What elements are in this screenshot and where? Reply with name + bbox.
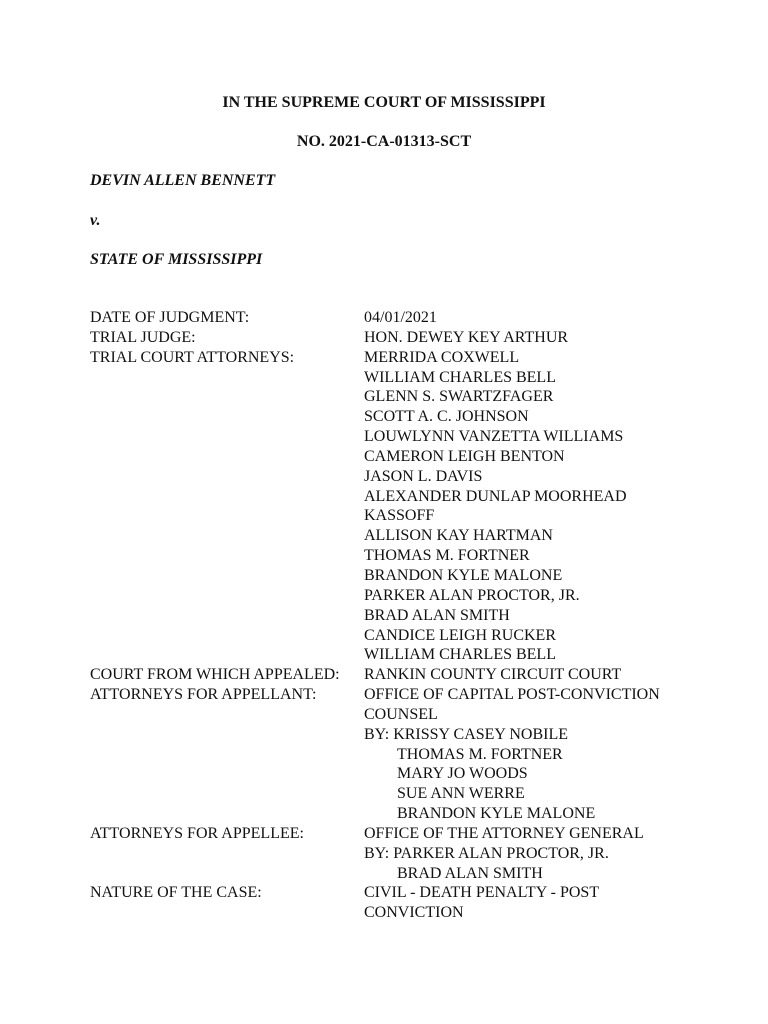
- appellee-name: STATE OF MISSISSIPPI: [90, 251, 263, 268]
- info-value-line: CONVICTION: [364, 904, 464, 922]
- info-value-line: RANKIN COUNTY CIRCUIT COURT: [364, 666, 622, 684]
- info-value-line: LOUWLYNN VANZETTA WILLIAMS: [364, 428, 624, 446]
- info-row: [90, 348, 710, 666]
- info-row: [90, 824, 710, 884]
- info-values: [364, 824, 710, 884]
- info-value-line: BY: KRISSY CASEY NOBILE: [364, 725, 569, 743]
- info-values: [364, 328, 710, 348]
- court-title: IN THE SUPREME COURT OF MISSISSIPPI: [222, 94, 546, 111]
- info-value-line: PARKER ALAN PROCTOR, JR.: [364, 586, 580, 604]
- case-number: NO. 2021-CA-01313-SCT: [296, 133, 472, 150]
- info-value-line: ALEXANDER DUNLAP MOORHEAD: [364, 487, 627, 505]
- info-value-line: JASON L. DAVIS: [364, 467, 483, 485]
- info-value-line: MARY JO WOODS: [397, 765, 528, 783]
- info-values: [364, 348, 710, 666]
- info-row: [90, 308, 710, 328]
- info-label: ATTORNEYS FOR APPELLEE:: [90, 824, 304, 842]
- info-value-line: OFFICE OF CAPITAL POST-CONVICTION: [364, 686, 660, 704]
- info-value-line: BY: PARKER ALAN PROCTOR, JR.: [364, 844, 609, 862]
- info-row: [90, 665, 710, 685]
- versus-label: v.: [90, 212, 101, 229]
- info-value-line: THOMAS M. FORTNER: [397, 745, 563, 763]
- info-label: TRIAL COURT ATTORNEYS:: [90, 348, 295, 366]
- info-values: [364, 883, 710, 923]
- info-value-line: THOMAS M. FORTNER: [364, 547, 530, 565]
- info-value-line: KASSOFF: [364, 507, 435, 525]
- info-value-line: WILLIAM CHARLES BELL: [364, 646, 556, 664]
- info-label: NATURE OF THE CASE:: [90, 884, 262, 902]
- info-value-line: HON. DEWEY KEY ARTHUR: [364, 328, 569, 346]
- info-value-line: 04/01/2021: [364, 309, 437, 326]
- info-values: [364, 685, 710, 824]
- info-value-line: BRANDON KYLE MALONE: [397, 805, 596, 823]
- info-label: ATTORNEYS FOR APPELLANT:: [90, 686, 317, 704]
- info-value-line: SCOTT A. C. JOHNSON: [364, 408, 529, 426]
- appellant-name: DEVIN ALLEN BENNETT: [90, 172, 276, 189]
- info-value-line: WILLIAM CHARLES BELL: [364, 368, 556, 386]
- info-value-line: BRAD ALAN SMITH: [364, 606, 510, 624]
- info-value-line: OFFICE OF THE ATTORNEY GENERAL: [364, 824, 644, 842]
- info-row: [90, 328, 710, 348]
- info-value-line: GLENN S. SWARTZFAGER: [364, 388, 554, 406]
- info-label: COURT FROM WHICH APPEALED:: [90, 666, 340, 684]
- info-value-line: COUNSEL: [364, 705, 438, 723]
- info-value-line: BRANDON KYLE MALONE: [364, 566, 563, 584]
- info-value-line: CAMERON LEIGH BENTON: [364, 447, 565, 465]
- info-label: TRIAL JUDGE:: [90, 328, 196, 346]
- case-info-table: [90, 308, 710, 923]
- info-value-line: ALLISON KAY HARTMAN: [364, 527, 553, 545]
- info-value-line: MERRIDA COXWELL: [364, 348, 520, 366]
- info-value-line: CANDICE LEIGH RUCKER: [364, 626, 556, 644]
- info-value-line: CIVIL - DEATH PENALTY - POST: [364, 884, 600, 902]
- info-value-line: SUE ANN WERRE: [397, 785, 525, 803]
- info-values: [364, 308, 710, 328]
- info-row: [90, 883, 710, 923]
- info-row: [90, 685, 710, 824]
- info-label: DATE OF JUDGMENT:: [90, 309, 250, 326]
- info-values: [364, 665, 710, 685]
- info-value-line: BRAD ALAN SMITH: [397, 864, 543, 882]
